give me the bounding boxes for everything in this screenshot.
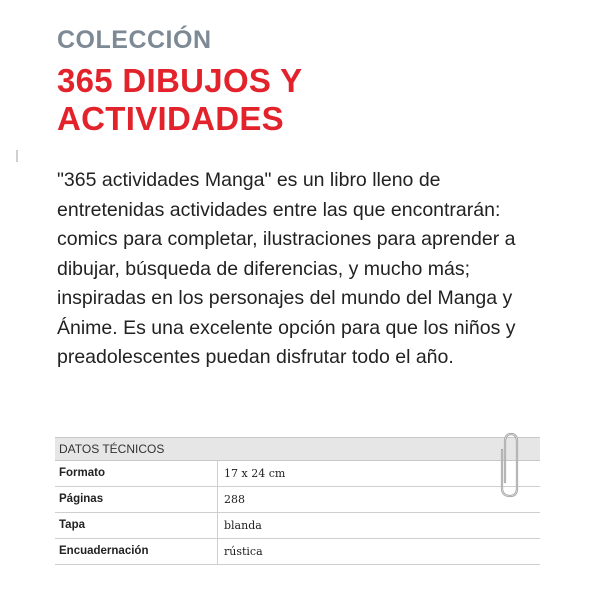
- spec-key: Encuadernación: [55, 539, 218, 564]
- spec-row-binding: [55, 539, 540, 565]
- collection-title: [57, 62, 477, 138]
- collection-label: COLECCIÓN: [57, 26, 212, 54]
- spec-value: 17 x 24 cm: [224, 467, 286, 480]
- decorative-mark: [16, 150, 18, 162]
- spec-key: Formato: [55, 461, 218, 486]
- spec-key: Páginas: [55, 487, 218, 512]
- spec-value: 288: [224, 493, 245, 506]
- spec-row-format: [55, 461, 540, 487]
- spec-value: blanda: [224, 519, 262, 532]
- spec-row-cover: [55, 513, 540, 539]
- paperclip-icon: [498, 430, 522, 500]
- technical-data-header: DATOS TÉCNICOS: [55, 437, 540, 461]
- spec-key: Tapa: [55, 513, 218, 538]
- title-line-2: ACTIVIDADES: [57, 100, 284, 137]
- spec-value: rústica: [224, 545, 263, 558]
- technical-data-table: [55, 437, 540, 565]
- book-description: "365 actividades Manga" es un libro lleno de entretenidas actividades entre las que encontrarán: comics para completar, ilustraciones para aprender a dibujar, búsqueda de diferencias, y mucho más; inspiradas en los personajes del mundo del Manga y Ánime. Es una excelente opción para que los niños y preadolescentes puedan disfrutar todo el año.: [57, 169, 516, 368]
- title-line-1: 365 DIBUJOS Y: [57, 62, 303, 99]
- spec-row-pages: [55, 487, 540, 513]
